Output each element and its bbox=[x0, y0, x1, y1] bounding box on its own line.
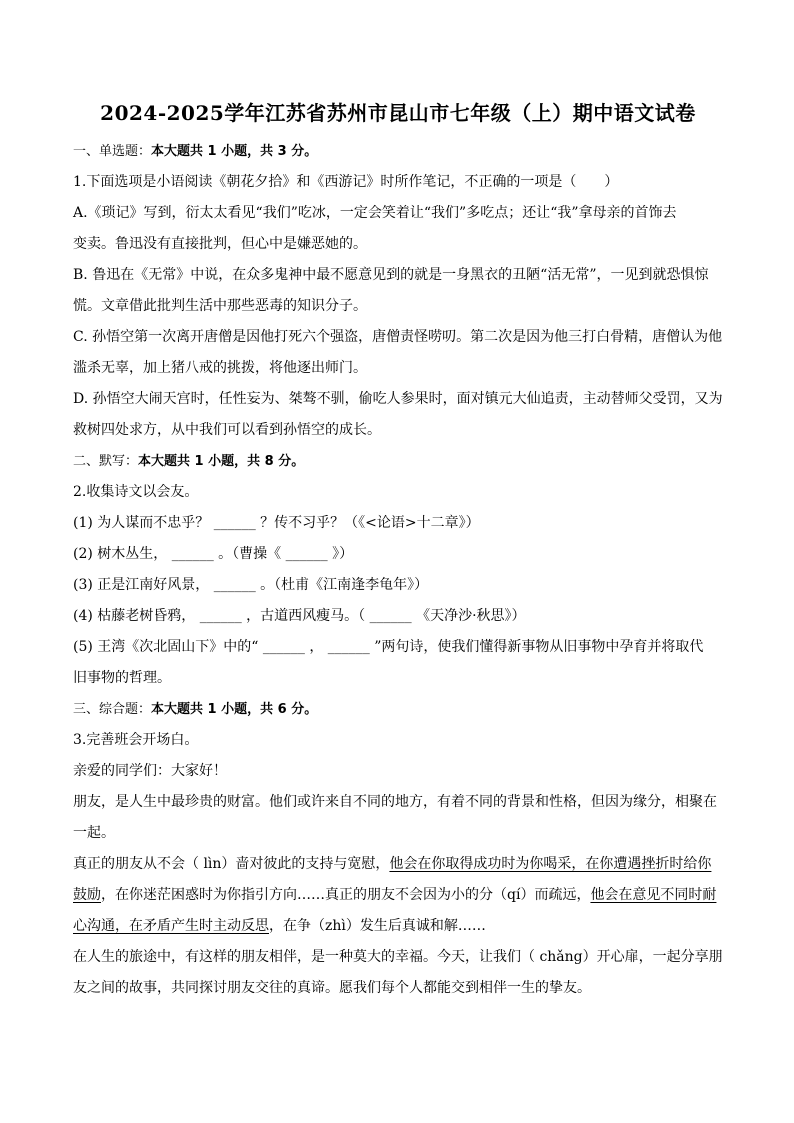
option-a-line-2: 变卖。鲁迅没有直接批判，但心中是嫌恶她的。 bbox=[73, 236, 367, 252]
speech-text: ，在争（zhì）发生后真诚和解…… bbox=[269, 918, 486, 934]
underlined-sentence-2-end: 心沟通，在矛盾产生时主动反思 bbox=[73, 918, 269, 934]
question-2-stem: 2.收集诗文以会友。 bbox=[73, 484, 199, 500]
underlined-sentence-1-end: 鼓励 bbox=[73, 887, 101, 903]
underlined-sentence-1: 他会在你取得成功时为你喝采，在你遭遇挫折时给你 bbox=[389, 856, 712, 872]
question-3-stem: 3.完善班会开场白。 bbox=[73, 732, 199, 748]
section-1-prefix: 一、单选题： bbox=[73, 144, 152, 159]
question-2-item-5: (5) 王湾《次北固山下》中的“ ______ ， ______ ”两句诗，使我们懂得新事物从旧事物中孕育并将取代 bbox=[73, 639, 704, 655]
option-a-line-1: A.《琐记》写到，衍太太看见“我们”吃冰，一定会笑着让“我们”多吃点；还让“我”拿母亲的首饰去 bbox=[73, 205, 677, 221]
option-c-line-1: C. 孙悟空第一次离开唐僧是因他打死六个强盗，唐僧责怪唠叨。第二次是因为他三打白骨精，唐僧认为他 bbox=[73, 329, 723, 345]
question-2-item-3: (3) 正是江南好风景， ______ 。（杜甫《江南逢李龟年》） bbox=[73, 577, 429, 593]
section-2-desc: 本大题共 1 小题，共 8 分。 bbox=[138, 454, 305, 469]
question-2-item-4: (4) 枯藤老树昏鸦， ______ ，古道西风瘦马。（ ______ 《天净沙·秋思》） bbox=[73, 608, 526, 624]
question-2-item-5-cont: 旧事物的哲理。 bbox=[73, 670, 171, 686]
section-1-desc: 本大题共 1 小题，共 3 分。 bbox=[151, 144, 318, 159]
section-3-desc: 本大题共 1 小题，共 6 分。 bbox=[151, 702, 318, 717]
speech-para-1-line-2: 一起。 bbox=[73, 825, 115, 841]
underlined-sentence-2: 他会在意见不同时耐 bbox=[590, 887, 717, 903]
speech-para-2-line-2 bbox=[73, 880, 723, 911]
speech-greeting: 亲爱的同学们：大家好！ bbox=[73, 763, 227, 779]
speech-para-3-line-1: 在人生的旅途中，有这样的朋友相伴，是一种莫大的幸福。今天，让我们（ chǎng）开心扉，一起分享朋 bbox=[73, 949, 723, 965]
speech-para-2-line-1 bbox=[73, 849, 723, 880]
question-1-stem: 1.下面选项是小语阅读《朝花夕拾》和《西游记》时所作笔记，不正确的一项是（ ） bbox=[73, 174, 619, 190]
speech-text: 真正的朋友从不会（ lìn）啬对彼此的支持与宽慰， bbox=[73, 856, 390, 872]
option-b-line-1: B. 鲁迅在《无常》中说，在众多鬼神中最不愿意见到的就是一身黑衣的丑陋“活无常”，一见到就恐惧惊 bbox=[73, 267, 709, 283]
section-heading-2 bbox=[73, 446, 723, 477]
section-heading-3 bbox=[73, 694, 723, 725]
speech-para-3-line-2: 友之间的故事，共同探讨朋友交往的真谛。愿我们每个人都能交到相伴一生的挚友。 bbox=[73, 980, 591, 996]
speech-para-1-line-1: 朋友，是人生中最珍贵的财富。他们或许来自不同的地方，有着不同的背景和性格，但因为缘分，相聚在 bbox=[73, 794, 717, 810]
option-c-line-2: 滥杀无辜，加上猪八戒的挑拨，将他逐出师门。 bbox=[73, 360, 367, 376]
exam-page bbox=[73, 100, 723, 1004]
speech-text: ，在你迷茫困惑时为你指引方向……真正的朋友不会因为小的分（qí）而疏远， bbox=[101, 887, 591, 903]
speech-para-2-line-3 bbox=[73, 911, 723, 942]
question-2-item-1: (1) 为人谋而不忠乎？ ______ ？传不习乎？（《<论语>十二章》） bbox=[73, 515, 480, 531]
option-d-line-2: 救树四处求方，从中我们可以看到孙悟空的成长。 bbox=[73, 422, 381, 438]
option-d-line-1: D. 孙悟空大闹天宫时，任性妄为、桀骜不驯，偷吃人参果时，面对镇元大仙追责，主动替师父受罚，又为 bbox=[73, 391, 723, 407]
question-2-item-2: (2) 树木丛生， ______ 。（曹操《 ______ 》） bbox=[73, 546, 354, 562]
page-title: 2024-2025学年江苏省苏州市昆山市七年级（上）期中语文试卷 bbox=[100, 101, 696, 125]
section-2-prefix: 二、默写： bbox=[73, 454, 139, 469]
section-heading-1 bbox=[73, 136, 723, 167]
option-b-line-2: 慌。文章借此批判生活中那些恶毒的知识分子。 bbox=[73, 298, 367, 314]
section-3-prefix: 三、综合题： bbox=[73, 702, 152, 717]
